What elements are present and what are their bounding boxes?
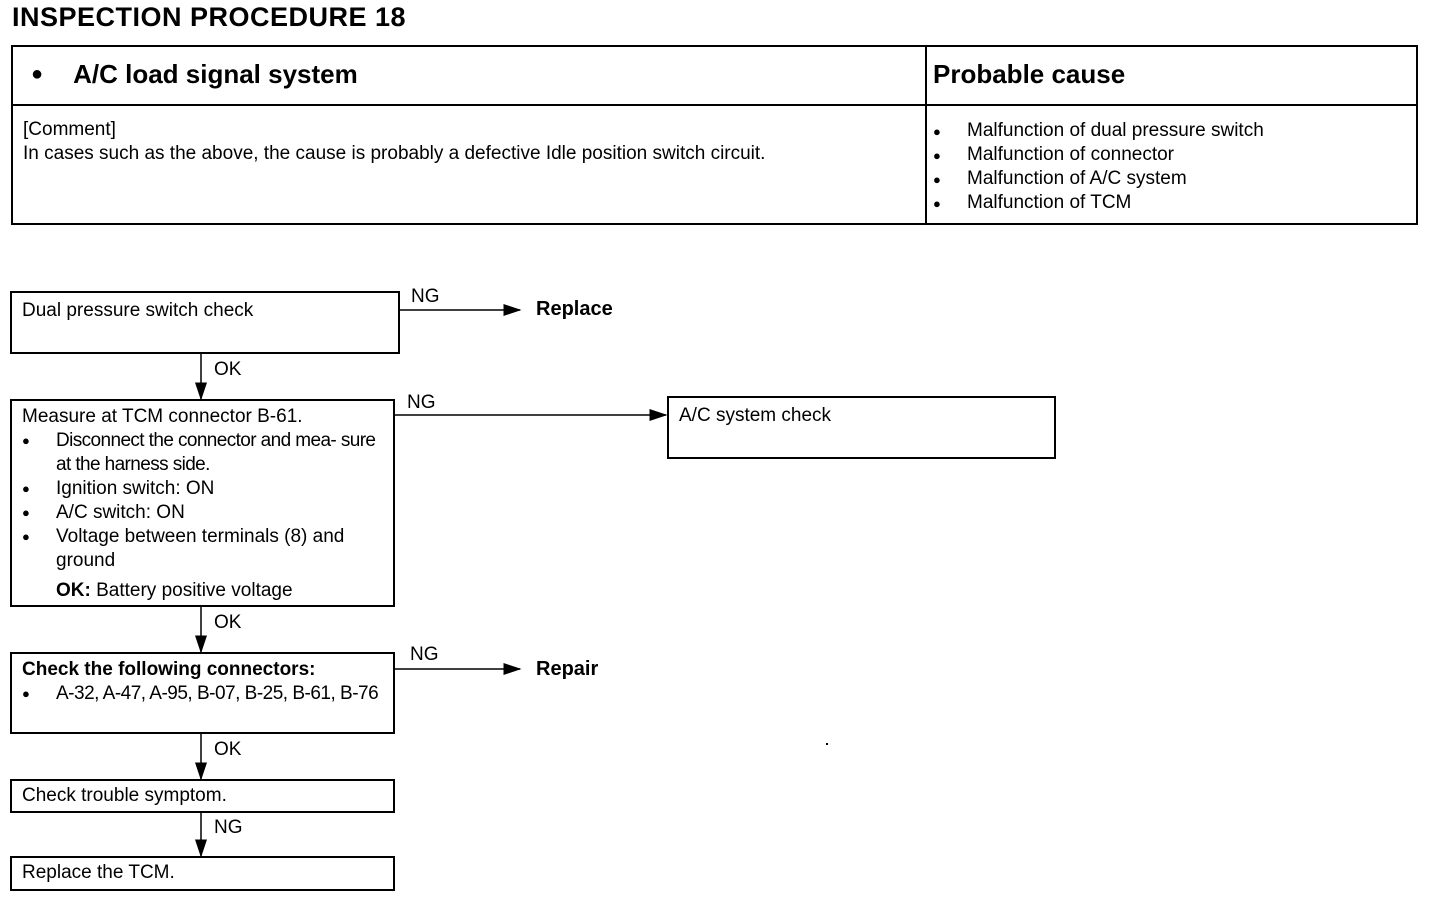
bullet-icon: ● bbox=[933, 123, 941, 139]
ok-criterion bbox=[22, 579, 383, 603]
ok-criterion-value: Battery positive voltage bbox=[96, 580, 293, 601]
list-item: ● Ignition switch: ON bbox=[22, 478, 215, 499]
probable-cause-header: Probable cause bbox=[933, 59, 1126, 89]
step-text: Dual pressure switch check bbox=[22, 300, 254, 321]
comment-label: [Comment] bbox=[23, 119, 116, 140]
bullet-icon: ● bbox=[31, 63, 44, 85]
step-heading: Measure at TCM connector B-61. bbox=[22, 406, 303, 427]
list-item: ● Malfunction of TCM bbox=[933, 192, 1132, 213]
bullet-icon: ● bbox=[22, 433, 30, 448]
result-repair: Repair bbox=[536, 658, 599, 680]
bullet-icon: ● bbox=[22, 505, 30, 520]
step-text: A/C system check bbox=[679, 405, 832, 426]
step-item-list bbox=[22, 429, 383, 573]
ok-label: OK bbox=[214, 359, 242, 380]
step-dual-pressure-switch-check bbox=[10, 291, 400, 354]
step-measure-tcm-connector bbox=[10, 399, 395, 607]
bullet-icon: ● bbox=[22, 686, 30, 701]
comment-text: In cases such as the above, the cause is probably a defective Idle position switch circuit. bbox=[23, 143, 766, 164]
step-check-connectors bbox=[10, 652, 395, 734]
ok-label: OK bbox=[214, 739, 242, 760]
ng-label: NG bbox=[411, 286, 440, 307]
list-item: ● A-32, A-47, A-95, B-07, B-25, B-61, B-76 bbox=[22, 683, 379, 704]
step-heading: Check the following connectors: bbox=[22, 659, 316, 680]
result-replace: Replace bbox=[536, 298, 613, 320]
step-text: Check trouble symptom. bbox=[22, 785, 227, 806]
step-text: Replace the TCM. bbox=[22, 862, 175, 883]
list-item: ● Malfunction of dual pressure switch bbox=[933, 120, 1264, 141]
ng-label: NG bbox=[410, 644, 439, 665]
list-item: ● Voltage between terminals (8) and ground bbox=[22, 526, 345, 571]
list-item: ● Malfunction of connector bbox=[933, 144, 1175, 165]
bullet-icon: ● bbox=[22, 481, 30, 496]
step-check-trouble-symptom bbox=[10, 779, 395, 813]
step-replace-tcm bbox=[10, 856, 395, 891]
step-ac-system-check bbox=[667, 396, 1056, 459]
system-name: A/C load signal system bbox=[73, 59, 358, 89]
list-item: ● Disconnect the connector and mea- sure at the harness side. bbox=[22, 430, 376, 475]
ng-label: NG bbox=[407, 392, 436, 413]
ok-label: OK bbox=[214, 612, 242, 633]
step-item-list bbox=[22, 682, 383, 706]
list-item: ● Malfunction of A/C system bbox=[933, 168, 1187, 189]
ng-label: NG bbox=[214, 817, 243, 838]
scan-speck bbox=[826, 743, 828, 745]
list-item: ● A/C switch: ON bbox=[22, 502, 185, 523]
bullet-icon: ● bbox=[933, 147, 941, 163]
bullet-icon: ● bbox=[933, 195, 941, 211]
page-title: INSPECTION PROCEDURE 18 bbox=[12, 2, 407, 32]
ok-criterion-label: OK: bbox=[56, 580, 91, 601]
bullet-icon: ● bbox=[933, 171, 941, 187]
bullet-icon: ● bbox=[22, 529, 30, 544]
